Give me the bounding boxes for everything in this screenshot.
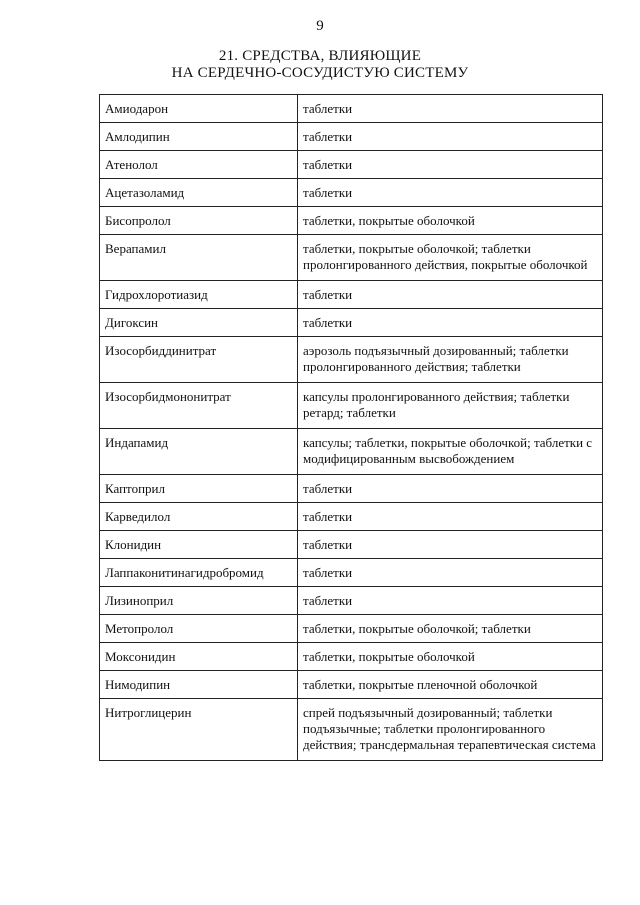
drug-name: Лаппаконитинагидробромид: [100, 559, 298, 587]
table-row: [100, 309, 603, 337]
drug-name: Изосорбиддинитрат: [100, 337, 298, 383]
drug-name: Индапамид: [100, 429, 298, 475]
table-row: [100, 559, 603, 587]
drug-form: таблетки, покрытые оболочкой: [298, 643, 603, 671]
drug-name: Клонидин: [100, 531, 298, 559]
drug-form: таблетки: [298, 559, 603, 587]
drug-form: таблетки: [298, 503, 603, 531]
drug-form: аэрозоль подъязычный дозированный; таблетки пролонгированного действия; таблетки: [298, 337, 603, 383]
drug-form: таблетки: [298, 179, 603, 207]
drug-form: капсулы; таблетки, покрытые оболочкой; таблетки с модифицированным высвобождением: [298, 429, 603, 475]
table-row: [100, 531, 603, 559]
page-number: 9: [316, 18, 324, 34]
drug-table: [99, 94, 603, 761]
drug-name: Нитроглицерин: [100, 699, 298, 761]
table-row: [100, 587, 603, 615]
drug-name: Бисопролол: [100, 207, 298, 235]
section-title-line-1: 21. СРЕДСТВА, ВЛИЯЮЩИЕ: [218, 48, 422, 64]
drug-name: Изосорбидмононитрат: [100, 383, 298, 429]
drug-form: таблетки: [298, 309, 603, 337]
drug-name: Лизиноприл: [100, 587, 298, 615]
drug-form: таблетки: [298, 151, 603, 179]
table-row: [100, 179, 603, 207]
drug-form: таблетки, покрытые пленочной оболочкой: [298, 671, 603, 699]
drug-form: таблетки, покрытые оболочкой; таблетки: [298, 615, 603, 643]
drug-name: Гидрохлоротиазид: [100, 281, 298, 309]
table-row: [100, 207, 603, 235]
table-row: [100, 281, 603, 309]
table-row: [100, 383, 603, 429]
drug-form: таблетки, покрытые оболочкой: [298, 207, 603, 235]
drug-form: спрей подъязычный дозированный; таблетки подъязычные; таблетки пролонгированного действия; трансдермальная терапевтическая система: [298, 699, 603, 761]
table-row: [100, 235, 603, 281]
table-row: [100, 337, 603, 383]
drug-form: таблетки: [298, 281, 603, 309]
drug-name: Нимодипин: [100, 671, 298, 699]
drug-name: Метопролол: [100, 615, 298, 643]
drug-name: Моксонидин: [100, 643, 298, 671]
table-row: [100, 643, 603, 671]
table-row: [100, 429, 603, 475]
drug-name: Амлодипин: [100, 123, 298, 151]
drug-name: Ацетазоламид: [100, 179, 298, 207]
section-title: [0, 48, 640, 82]
drug-form: капсулы пролонгированного действия; таблетки ретард; таблетки: [298, 383, 603, 429]
table-row: [100, 671, 603, 699]
section-title-line-2: НА СЕРДЕЧНО-СОСУДИСТУЮ СИСТЕМУ: [171, 65, 469, 81]
drug-form: таблетки: [298, 475, 603, 503]
drug-name: Каптоприл: [100, 475, 298, 503]
table-row: [100, 475, 603, 503]
table-row: [100, 699, 603, 761]
drug-form: таблетки: [298, 95, 603, 123]
table-row: [100, 503, 603, 531]
table-row: [100, 95, 603, 123]
drug-name: Дигоксин: [100, 309, 298, 337]
table-row: [100, 123, 603, 151]
drug-name: Карведилол: [100, 503, 298, 531]
table-row: [100, 615, 603, 643]
drug-form: таблетки, покрытые оболочкой; таблетки пролонгированного действия, покрытые оболочкой: [298, 235, 603, 281]
drug-form: таблетки: [298, 531, 603, 559]
drug-form: таблетки: [298, 123, 603, 151]
drug-form: таблетки: [298, 587, 603, 615]
table-row: [100, 151, 603, 179]
drug-name: Амиодарон: [100, 95, 298, 123]
drug-name: Верапамил: [100, 235, 298, 281]
drug-name: Атенолол: [100, 151, 298, 179]
